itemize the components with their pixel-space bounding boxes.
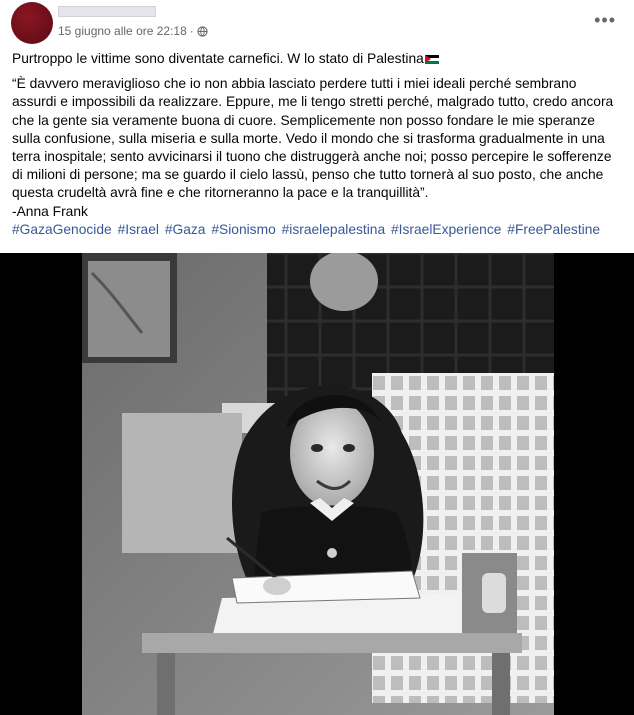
photo-illustration: [82, 253, 554, 715]
author-name-redacted[interactable]: [58, 6, 156, 17]
hashtag-link[interactable]: #Gaza: [164, 221, 206, 237]
post-photo[interactable]: [82, 253, 554, 715]
globe-icon[interactable]: [197, 26, 208, 37]
post-meta: [58, 24, 208, 38]
post-photo-container[interactable]: [0, 253, 634, 715]
hashtag-list: [12, 221, 622, 239]
hashtag-link[interactable]: #Sionismo: [211, 221, 276, 237]
more-options-icon[interactable]: •••: [594, 10, 616, 30]
author-avatar[interactable]: [11, 2, 53, 44]
hashtag-link[interactable]: #IsraelExperience: [390, 221, 502, 237]
post-timestamp[interactable]: 15 giugno alle ore 22:18: [58, 24, 187, 38]
post-quote: “È davvero meraviglioso che io non abbia lasciato perdere tutti i miei ideali perché sembrano assurdi e impossibili da realizzare. Eppure, me li tengo stretti perché, malgrado tutto, credo ancora che la gente sia veramente buona di cuore. Semplicemente non posso fondare le mie speranze sulla confusione, sulla miseria e sulla morte. Vedo il mondo che si trasforma gradualmente in una terra inospitale; sento avvicinarsi il tuono che distruggerà anche noi; posso percepire le sofferenze di milioni di persone; ma se guardo il cielo lassù, penso che tutto tornerà al suo posto, che anche questa crudeltà avrà fine e che ritorneranno la pace e la tranquillità”.: [12, 76, 614, 201]
headline-text: Purtroppo le vittime sono diventate carnefici. W lo stato di Palestina: [12, 51, 424, 66]
hashtag-link[interactable]: #israelepalestina: [281, 221, 386, 237]
hashtag-link[interactable]: #GazaGenocide: [12, 221, 112, 237]
hashtag-link[interactable]: #Israel: [117, 221, 159, 237]
palestine-flag-icon: [425, 55, 439, 64]
quote-attribution: -Anna Frank: [12, 203, 88, 219]
hashtag-link[interactable]: #FreePalestine: [507, 221, 601, 237]
post-header: [0, 0, 634, 42]
post-body: [12, 50, 622, 239]
post-headline: [12, 50, 622, 68]
meta-separator: ·: [189, 24, 194, 38]
